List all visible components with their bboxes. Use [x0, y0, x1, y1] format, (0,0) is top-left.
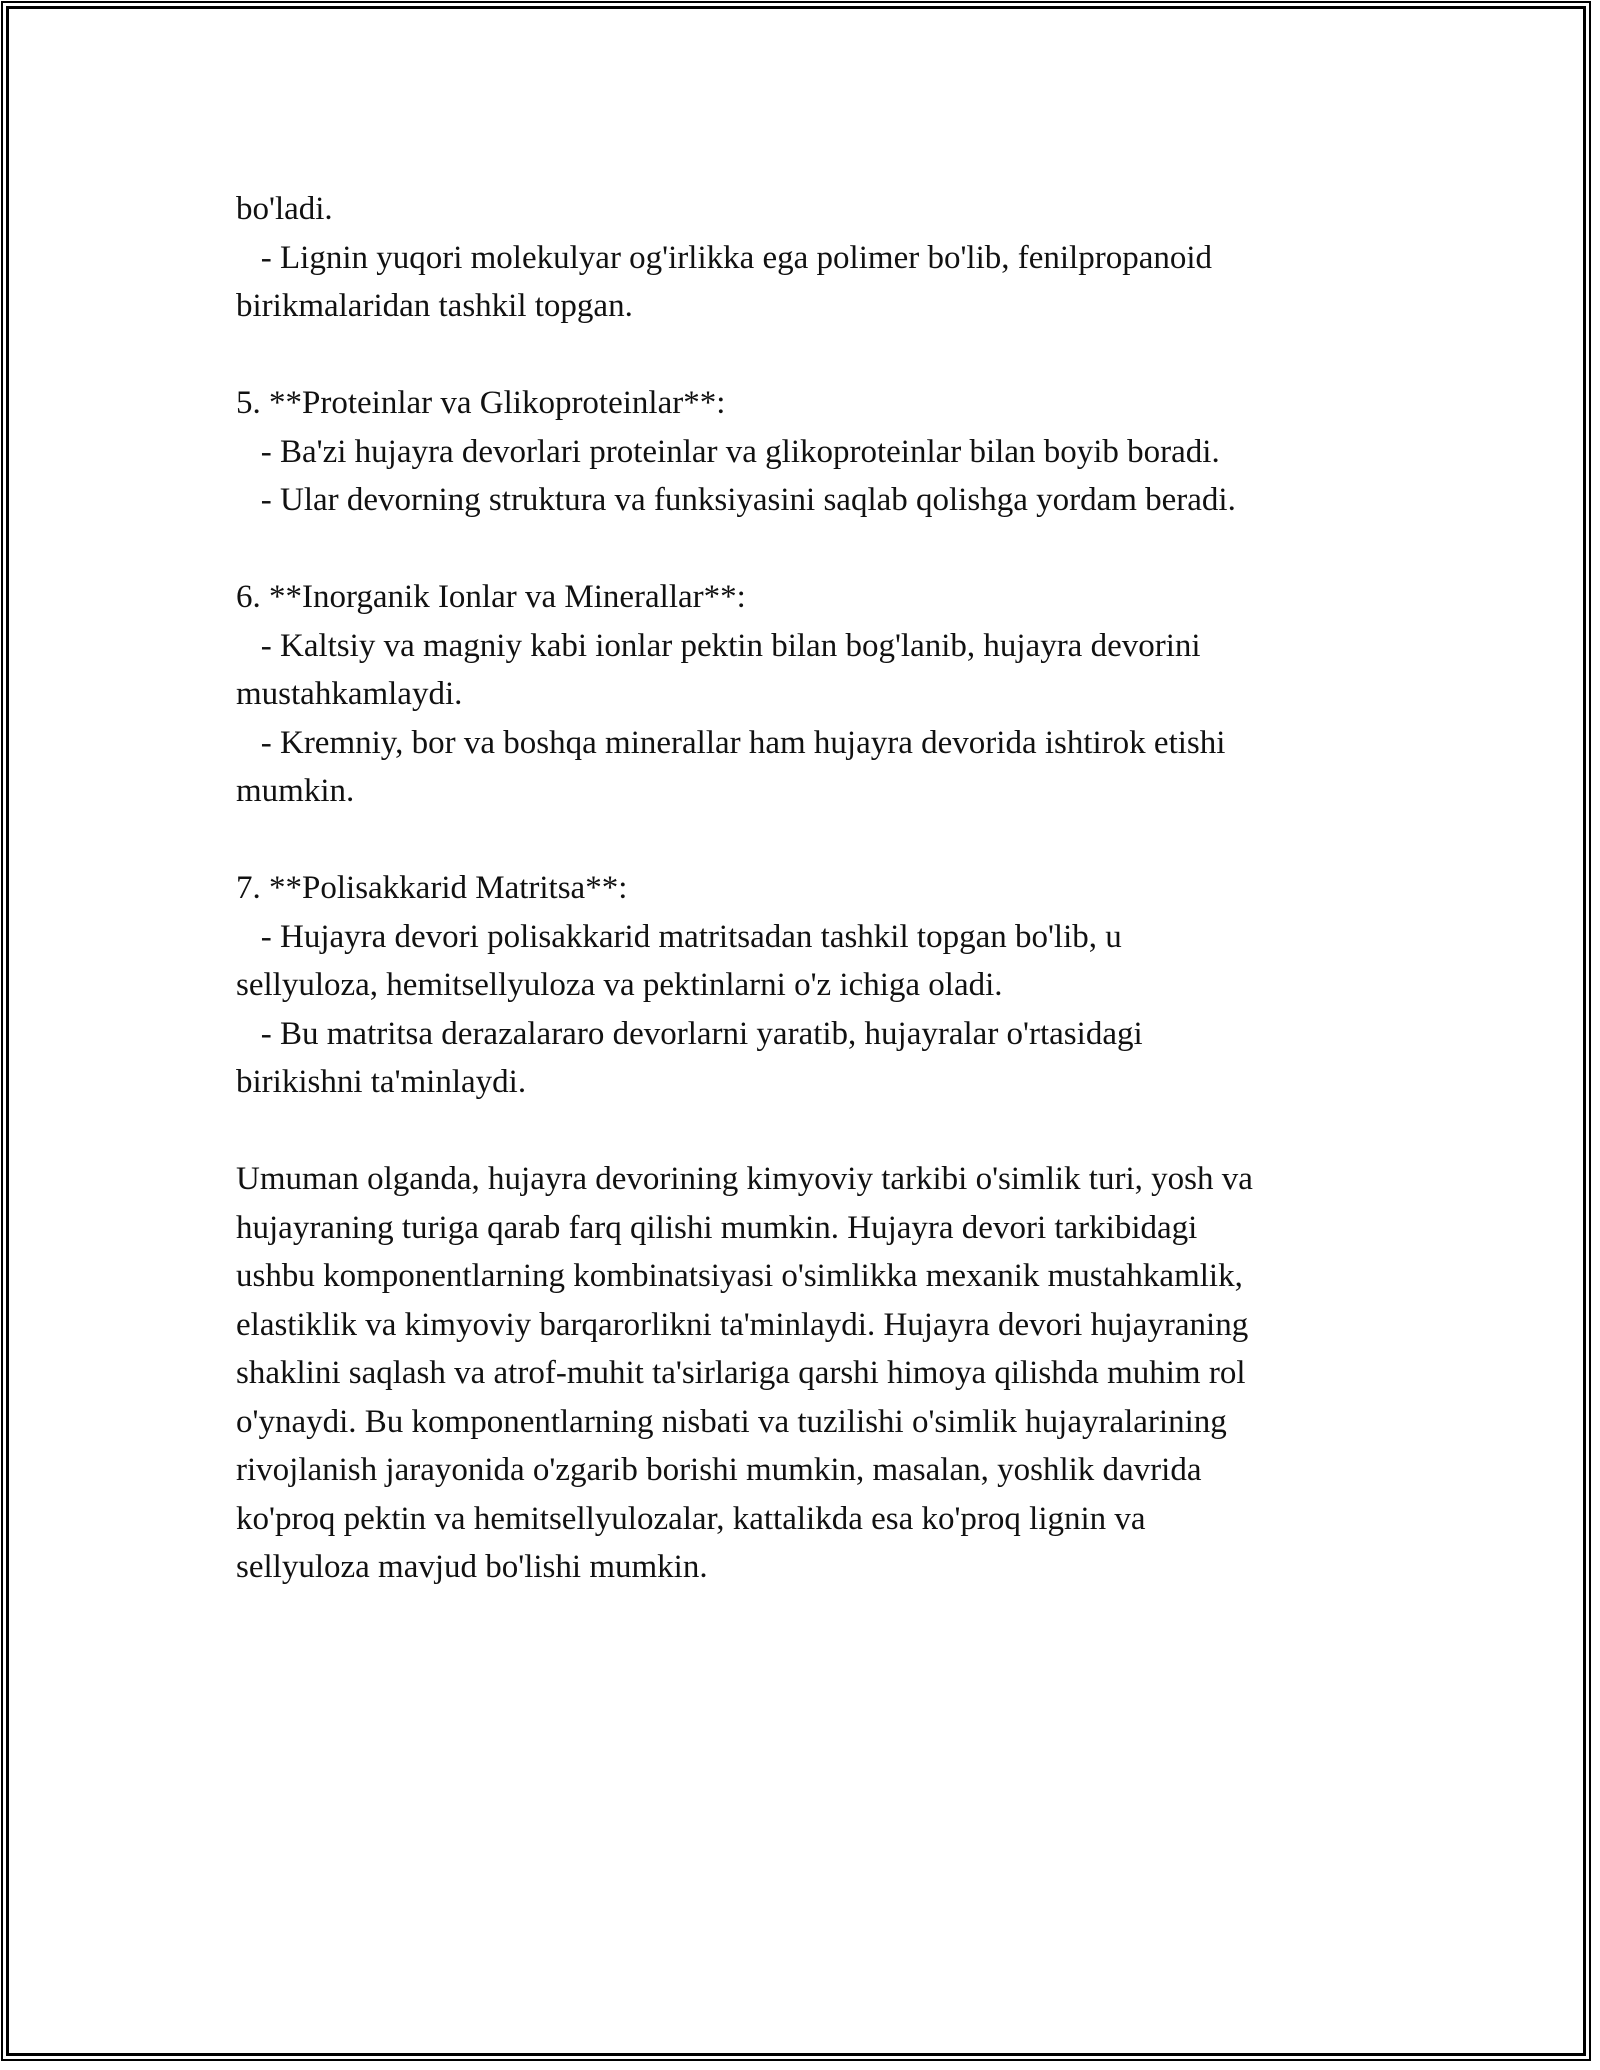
section-heading-5: 5. **Proteinlar va Glikoproteinlar**: — [236, 385, 726, 421]
list-item: - Kremniy, bor va boshqa minerallar ham hujayra devorida ishtirok etishi — [236, 724, 1226, 761]
summary-paragraph-line: ko'proq pektin va hemitsellyulozalar, kattalikda esa ko'proq lignin va — [236, 1500, 1146, 1537]
summary-paragraph-line: rivojlanish jarayonida o'zgarib borishi mumkin, masalan, yoshlik davrida — [236, 1452, 1202, 1488]
text-line: sellyuloza, hemitsellyuloza va pektinlarni o'z ichiga oladi. — [236, 967, 1003, 1003]
list-item: - Hujayra devori polisakkarid matritsadan tashkil topgan bo'lib, u — [236, 918, 1122, 955]
blank-line — [236, 331, 1436, 380]
summary-paragraph-line: sellyuloza mavjud bo'lishi mumkin. — [236, 1549, 708, 1585]
summary-paragraph-line: Umuman olganda, hujayra devorining kimyoviy tarkibi o'simlik turi, yosh va — [236, 1161, 1253, 1197]
blank-line — [236, 525, 1436, 574]
text-line: mustahkamlaydi. — [236, 676, 463, 712]
text-line: birikmalaridan tashkil topgan. — [236, 288, 633, 324]
text-line: mumkin. — [236, 773, 355, 809]
text-line: bo'ladi. — [236, 191, 333, 227]
list-item: - Bu matritsa derazalararo devorlarni yaratib, hujayralar o'rtasidagi — [236, 1015, 1143, 1052]
blank-line — [236, 816, 1436, 865]
blank-line — [236, 1107, 1436, 1156]
section-heading-7: 7. **Polisakkarid Matritsa**: — [236, 870, 628, 906]
summary-paragraph-line: shaklini saqlash va atrof-muhit ta'sirlariga qarshi himoya qilishda muhim rol — [236, 1355, 1246, 1391]
summary-paragraph-line: hujayraning turiga qarab farq qilishi mumkin. Hujayra devori tarkibidagi — [236, 1209, 1198, 1246]
document-body — [236, 185, 1436, 1592]
summary-paragraph-line: elastiklik va kimyoviy barqarorlikni ta'minlaydi. Hujayra devori hujayraning — [236, 1306, 1249, 1343]
list-item-lignin: - Lignin yuqori molekulyar og'irlikka ega polimer bo'lib, fenilpropanoid — [236, 239, 1213, 276]
list-item: - Ba'zi hujayra devorlari proteinlar va glikoproteinlar bilan boyib boradi. — [236, 433, 1220, 470]
text-line: birikishni ta'minlaydi. — [236, 1064, 527, 1100]
list-item: - Kaltsiy va magniy kabi ionlar pektin bilan bog'lanib, hujayra devorini — [236, 627, 1201, 664]
section-heading-6: 6. **Inorganik Ionlar va Minerallar**: — [236, 579, 746, 615]
summary-paragraph-line: o'ynaydi. Bu komponentlarning nisbati va tuzilishi o'simlik hujayralarining — [236, 1403, 1227, 1440]
list-item: - Ular devorning struktura va funksiyasini saqlab qolishga yordam beradi. — [236, 482, 1236, 518]
summary-paragraph-line: ushbu komponentlarning kombinatsiyasi o'simlikka mexanik mustahkamlik, — [236, 1258, 1243, 1294]
